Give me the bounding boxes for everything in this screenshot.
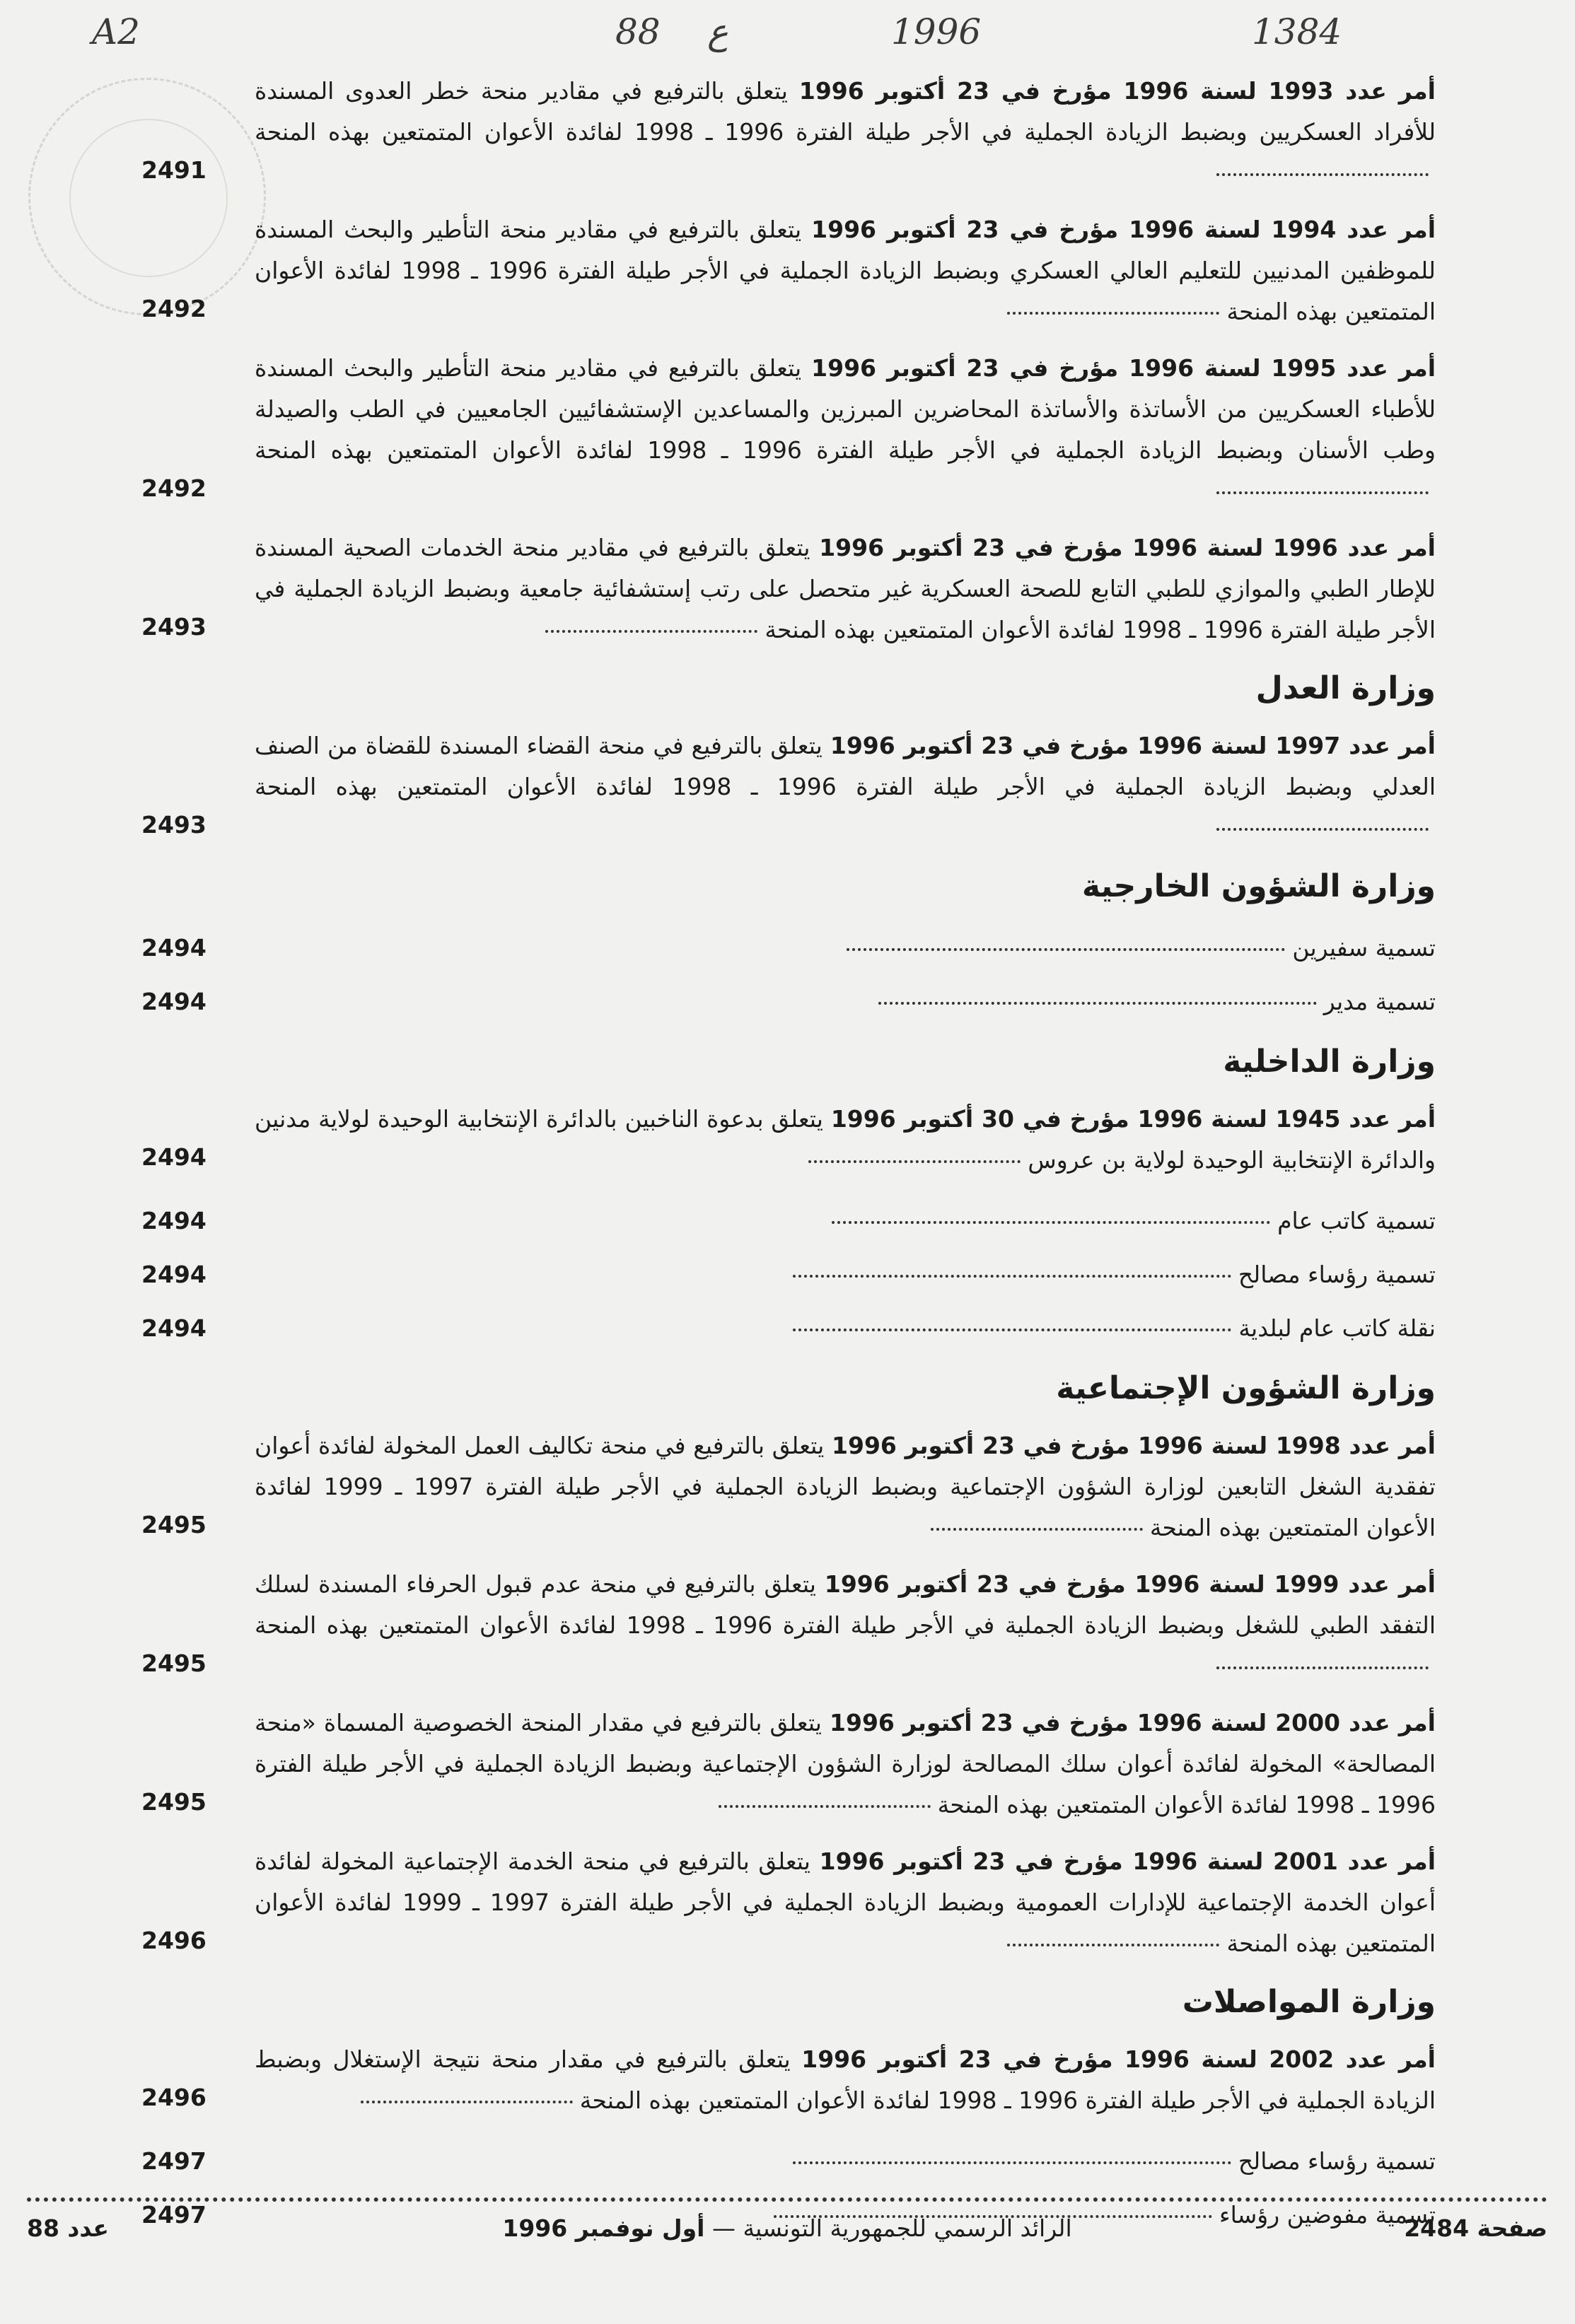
handwritten-note: ع: [707, 11, 728, 52]
dot-leader: [793, 2161, 1231, 2164]
dot-leader: [719, 1805, 931, 1808]
page-reference[interactable]: 2497: [141, 2201, 207, 2229]
dot-leader: [1007, 1944, 1219, 1946]
entry-text: [255, 71, 1436, 194]
entry-text: [255, 209, 1436, 332]
page-reference[interactable]: 2492: [141, 295, 207, 322]
order-entry: [141, 1841, 1436, 1964]
order-heading: أمر عدد 1993 لسنة 1996 مؤرخ في 23 أكتوبر 1996: [798, 77, 1436, 105]
handwritten-note: 88: [615, 11, 661, 52]
dot-leader: [847, 948, 1285, 951]
appointment-label: تسمية مفوضين رؤساء: [1219, 2201, 1436, 2229]
dot-leader: [545, 630, 757, 633]
order-heading: أمر عدد 1945 لسنة 1996 مؤرخ في 30 أكتوبر 1996: [830, 1105, 1436, 1133]
order-entry: [141, 1564, 1436, 1687]
order-entry: [141, 2039, 1436, 2121]
dot-leader: [1216, 828, 1429, 831]
page-reference[interactable]: 2495: [141, 1649, 207, 1677]
appointment-entry: [141, 1304, 1436, 1353]
order-heading: أمر عدد 2001 لسنة 1996 مؤرخ في 23 أكتوبر 1996: [819, 1847, 1436, 1875]
section-heading-foreign-affairs: وزارة الشؤون الخارجية: [1081, 868, 1436, 904]
handwritten-annotations: [0, 4, 1575, 68]
footer-date: أول نوفمبر 1996: [502, 2214, 705, 2242]
order-heading: أمر عدد 2000 لسنة 1996 مؤرخ في 23 أكتوبر 1996: [830, 1709, 1436, 1736]
entry-text: [255, 348, 1436, 512]
dot-leader: [1216, 491, 1429, 494]
order-description: يتعلق بالترفيع في مقدار منحة نتيجة الإستغلال وبضبط الزيادة الجملية في الأجر طيلة الفترة 1996 ـ 1998 لفائدة الأعوان المتمتعين بهذه المنحة: [255, 2045, 1436, 2114]
appointment-label: تسمية رؤساء مصالح: [1238, 2147, 1436, 2175]
order-heading: أمر عدد 1998 لسنة 1996 مؤرخ في 23 أكتوبر 1996: [832, 1432, 1436, 1459]
entry-text: [255, 1841, 1436, 1964]
handwritten-note: 1384: [1252, 11, 1342, 52]
dot-leader: [793, 1275, 1231, 1278]
dot-leader: [878, 1002, 1317, 1005]
footer-journal-title: الرائد الرسمي للجمهورية التونسية —: [711, 2214, 1072, 2242]
page-reference[interactable]: 2495: [141, 1511, 207, 1538]
handwritten-note: 1996: [891, 11, 982, 52]
dot-leader: [808, 1160, 1021, 1163]
page-reference[interactable]: 2496: [141, 1927, 207, 1954]
page-reference[interactable]: 2495: [141, 1788, 207, 1816]
dot-leader: [832, 1221, 1270, 1224]
appointment-label: تسمية مدير: [1323, 988, 1436, 1015]
order-description: يتعلق بالترفيع في منحة تكاليف العمل المخولة لفائدة أعوان تفقدية الشغل التابعين لوزارة الشؤون الإجتماعية وبضبط الزيادة الجملية في الأجر طيلة الفترة 1997 ـ 1999 لفائدة الأعوان المتمتعين بهذه المنحة: [255, 1432, 1436, 1541]
handwritten-note: A2: [92, 11, 140, 52]
page-footer: [27, 2214, 1547, 2257]
section-heading-interior: وزارة الداخلية: [1223, 1044, 1436, 1080]
order-description: يتعلق بالترفيع في منحة الخدمة الإجتماعية المخولة لفائدة أعوان الخدمة الإجتماعية للإدارات العمومية وبضبط الزيادة الجملية في الأجر طيلة الفترة 1997 ـ 1999 لفائدة الأعوان المتمتعين بهذه المنحة: [255, 1847, 1436, 1957]
order-description: يتعلق بالترفيع في منحة عدم قبول الحرفاء المسندة لسلك التفقد الطبي للشغل وبضبط الزيادة الجملية في الأجر طيلة الفترة 1996 ـ 1998 لفائدة الأعوان المتمتعين بهذه المنحة: [255, 1570, 1436, 1639]
page-reference[interactable]: 2494: [141, 1314, 207, 1342]
appointment-entry: [141, 1250, 1436, 1300]
entry-text: [255, 2039, 1436, 2121]
appointment-label: تسمية رؤساء مصالح: [1238, 1261, 1436, 1288]
entry-text: [255, 1250, 1436, 1300]
order-entry: [141, 1703, 1436, 1826]
dot-leader: [361, 2101, 573, 2103]
order-heading: أمر عدد 1994 لسنة 1996 مؤرخ في 23 أكتوبر 1996: [811, 216, 1436, 243]
entry-text: [255, 527, 1436, 650]
appointment-label: نقلة كاتب عام لبلدية: [1238, 1314, 1436, 1342]
order-description: يتعلق بالترفيع في مقدار المنحة الخصوصية المسماة «منحة المصالحة» المخولة لفائدة أعوان سلك المصالحة لوزارة الشؤون الإجتماعية وبضبط الزيادة الجملية في الأجر طيلة الفترة 1996 ـ 1998 لفائدة الأعوان المتمتعين بهذه المنحة: [255, 1709, 1436, 1818]
dot-leader: [1007, 312, 1219, 315]
order-description: يتعلق بالترفيع في مقادير منحة التأطير والبحث المسندة للأطباء العسكريين من الأساتذة والأساتذة المحاضرين المبرزين والمساعدين الإستشفائيين الجامعيين في الطب والصيدلة وطب الأسنان وبضبط الزيادة الجملية في الأجر طيلة الفترة 1996 ـ 1998 لفائدة الأعوان المتمتعين بهذه المنحة: [255, 354, 1436, 464]
page-reference[interactable]: 2491: [141, 156, 207, 184]
order-heading: أمر عدد 1999 لسنة 1996 مؤرخ في 23 أكتوبر 1996: [824, 1570, 1436, 1598]
order-entry: [141, 209, 1436, 332]
appointment-entry: [141, 2137, 1436, 2186]
footer-issue: عدد 88: [27, 2214, 109, 2242]
page-reference[interactable]: 2494: [141, 1261, 207, 1288]
appointment-label: تسمية سفيرين: [1292, 934, 1436, 962]
order-description: يتعلق بالترفيع في مقادير منحة خطر العدوى المسندة للأفراد العسكريين وبضبط الزيادة الجملية في الأجر طيلة الفترة 1996 ـ 1998 لفائدة الأعوان المتمتعين بهذه المنحة: [255, 77, 1436, 146]
page-reference[interactable]: 2497: [141, 2147, 207, 2175]
order-entry: [141, 348, 1436, 512]
entry-text: [255, 977, 1436, 1027]
page-reference[interactable]: 2493: [141, 811, 207, 839]
footer-divider: [27, 2197, 1547, 2202]
order-entry: [141, 725, 1436, 848]
section-heading-social-affairs: وزارة الشؤون الإجتماعية: [1056, 1370, 1436, 1406]
footer-page-label: صفحة 2484: [1404, 2214, 1547, 2242]
order-entry: [141, 1425, 1436, 1548]
page-reference[interactable]: 2492: [141, 474, 207, 502]
dot-leader: [931, 1528, 1143, 1531]
order-heading: أمر عدد 1995 لسنة 1996 مؤرخ في 23 أكتوبر 1996: [811, 354, 1436, 382]
order-heading: أمر عدد 2002 لسنة 1996 مؤرخ في 23 أكتوبر 1996: [801, 2045, 1436, 2073]
entry-text: [255, 725, 1436, 848]
entry-text: [255, 2137, 1436, 2186]
entry-text: [255, 1703, 1436, 1826]
entry-text: [255, 923, 1436, 973]
page-reference[interactable]: 2494: [141, 1143, 207, 1171]
order-description: يتعلق بدعوة الناخبين بالدائرة الإنتخابية الوحيدة لولاية مدنين والدائرة الإنتخابية الوحيدة لولاية بن عروس: [255, 1105, 1436, 1174]
dot-leader: [1216, 173, 1429, 176]
page-reference[interactable]: 2494: [141, 988, 207, 1015]
order-description: يتعلق بالترفيع في مقادير منحة التأطير والبحث المسندة للموظفين المدنيين للتعليم العالي العسكري وبضبط الزيادة الجملية في الأجر طيلة الفترة 1996 ـ 1998 لفائدة الأعوان المتمتعين بهذه المنحة: [255, 216, 1436, 325]
appointment-entry: [141, 977, 1436, 1027]
entry-text: [255, 1425, 1436, 1548]
section-heading-justice: وزارة العدل: [1255, 670, 1436, 706]
page-reference[interactable]: 2494: [141, 1207, 207, 1234]
order-entry: [141, 1099, 1436, 1181]
appointment-entry: [141, 923, 1436, 973]
appointment-label: تسمية كاتب عام: [1277, 1207, 1436, 1234]
section-heading-communications: وزارة المواصلات: [1182, 1984, 1436, 2020]
order-entry: [141, 527, 1436, 650]
order-heading: أمر عدد 1996 لسنة 1996 مؤرخ في 23 أكتوبر 1996: [819, 534, 1436, 561]
order-entry: [141, 71, 1436, 194]
page-reference[interactable]: 2493: [141, 613, 207, 641]
dot-leader: [1216, 1666, 1429, 1669]
dot-leader: [793, 1329, 1231, 1331]
entry-text: [255, 1099, 1436, 1181]
entry-text: [255, 1564, 1436, 1687]
page-reference[interactable]: 2494: [141, 934, 207, 962]
order-description: يتعلق بالترفيع في مقادير منحة الخدمات الصحية المسندة للإطار الطبي والموازي للطبي التابع للصحة العسكرية غير متحصل على رتب إستشفائية جامعية وبضبط الزيادة الجملية في الأجر طيلة الفترة 1996 ـ 1998 لفائدة الأعوان المتمتعين بهذه المنحة: [255, 534, 1436, 643]
footer-journal: [27, 2214, 1547, 2242]
appointment-entry: [141, 1196, 1436, 1246]
order-description: يتعلق بالترفيع في منحة القضاء المسندة للقضاة من الصنف العدلي وبضبط الزيادة الجملية في الأجر طيلة الفترة 1996 ـ 1998 لفائدة الأعوان المتمتعين بهذه المنحة: [255, 732, 1436, 800]
entry-text: [255, 1196, 1436, 1246]
table-of-contents: [141, 71, 1436, 2244]
order-heading: أمر عدد 1997 لسنة 1996 مؤرخ في 23 أكتوبر 1996: [830, 732, 1436, 759]
page-reference[interactable]: 2496: [141, 2084, 207, 2111]
entry-text: [255, 1304, 1436, 1353]
